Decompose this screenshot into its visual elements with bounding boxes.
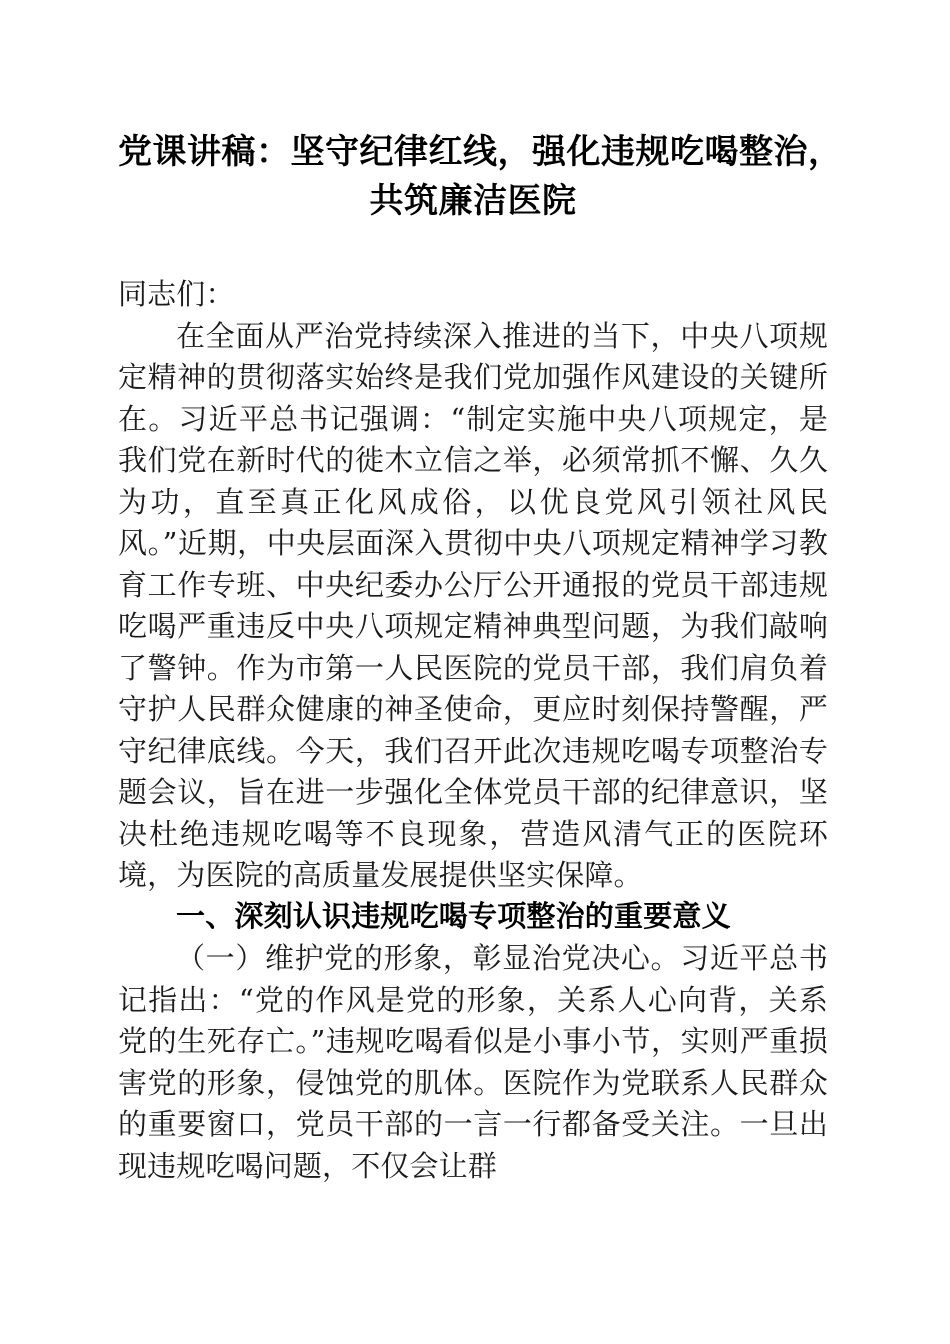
document-body xyxy=(118,274,828,1187)
salutation: 同志们： xyxy=(118,277,235,311)
page-title-line-2: 共筑廉洁医院 xyxy=(369,183,577,220)
page-title-line-1: 党课讲稿：坚守纪律红线，强化违规吃喝整治， xyxy=(118,134,843,171)
page-title xyxy=(118,0,843,226)
paragraph-section-1-1: （一）维护党的形象，彰显治党决心。习近平总书记指出：“党的作风是党的形象，关系人心向背，关系党的生死存亡。”违规吃喝看似是小事小节，实则严重损害党的形象，侵蚀党的肌体。医院作为党联系人民群众的重要窗口，党员干部的一言一行都备受关注。一旦出现违规吃喝问题，不仅会让群 xyxy=(118,941,828,1183)
paragraph-opening: 在全面从严治党持续深入推进的当下，中央八项规定精神的贯彻落实始终是我们党加强作风建设的关键所在。习近平总书记强调：“制定实施中央八项规定，是我们党在新时代的徙木立信之举，必须常抓不懈、久久为功，直至真正化风成俗，以优良党风引领社风民风。”近期，中央层面深入贯彻中央八项规定精神学习教育工作专班、中央纪委办公厅公开通报的党员干部违规吃喝严重违反中央八项规定精神典型问题，为我们敲响了警钟。作为市第一人民医院的党员干部，我们肩负着守护人民群众健康的神圣使命，更应时刻保持警醒，严守纪律底线。今天，我们召开此次违规吃喝专项整治专题会议，旨在进一步强化全体党员干部的纪律意识，坚决杜绝违规吃喝等不良现象，营造风清气正的医院环境，为医院的高质量发展提供坚实保障。 xyxy=(118,318,828,892)
document-content-column xyxy=(118,0,843,1187)
section-heading-1: 一、深刻认识违规吃喝专项整治的重要意义 xyxy=(176,900,731,933)
